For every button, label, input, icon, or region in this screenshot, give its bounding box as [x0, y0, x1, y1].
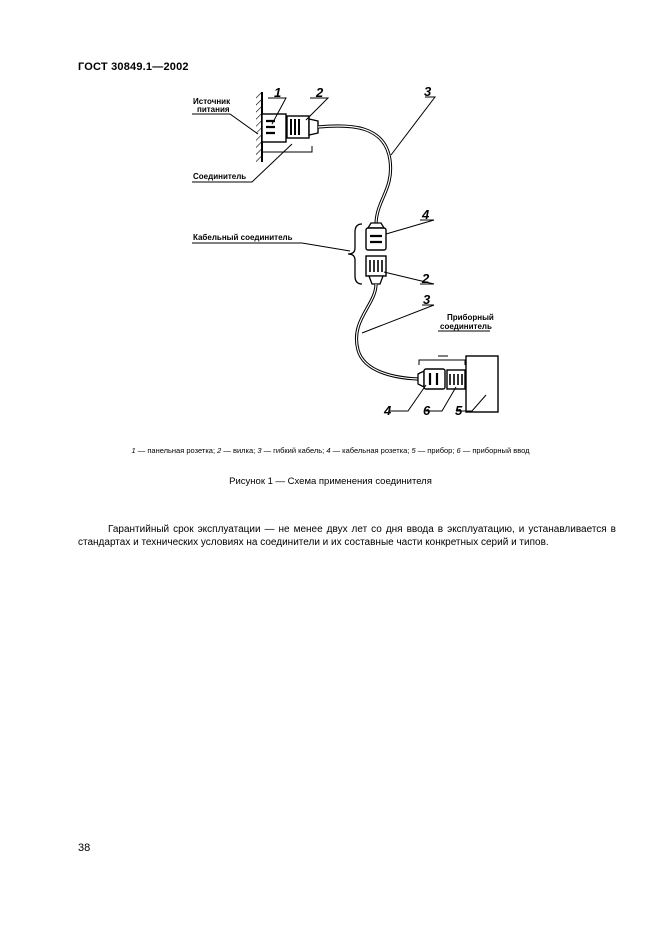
- body-paragraph: Гарантийный срок эксплуатации — не менее двух лет со дня ввода в эксплуатацию, и устанавливается в стандартах и технических условиях на соединители и их составные части конкретных серий и типов.: [78, 524, 616, 548]
- flexible-cable-top: [318, 126, 391, 225]
- label-cable-connector: Кабельный соединитель: [193, 233, 293, 242]
- page-number: 38: [78, 842, 91, 854]
- number-2-mid: 2: [422, 271, 430, 286]
- legend-item-3: 3 — гибкий кабель;: [257, 446, 327, 455]
- label-device-connector-1: Приборный: [447, 313, 494, 322]
- device-connector-bracket: [419, 360, 465, 365]
- label-device-connector-2: соединитель: [440, 322, 492, 331]
- figure-caption: Рисунок 1 — Схема применения соединителя: [229, 476, 432, 487]
- plug-top: [287, 116, 318, 138]
- panel-socket: [262, 114, 286, 142]
- number-5: 5: [455, 403, 463, 418]
- number-4-bottom: 4: [384, 403, 392, 418]
- legend-item-2: 2 — вилка;: [217, 446, 258, 455]
- label-power-source-2: питания: [197, 105, 230, 114]
- number-3-mid: 3: [423, 292, 431, 307]
- connector-application-diagram: [0, 0, 661, 430]
- document-header: ГОСТ 30849.1—2002: [78, 61, 189, 73]
- figure-legend: [0, 446, 661, 455]
- cable-socket-bottom: [418, 369, 445, 389]
- number-6: 6: [423, 403, 431, 418]
- number-4-mid: 4: [422, 207, 430, 222]
- cable-socket-mid: [366, 223, 386, 250]
- label-power-source-1: Источник: [193, 97, 231, 106]
- legend-item-5: 5 — прибор;: [411, 446, 457, 455]
- plug-mid: [366, 256, 386, 284]
- legend-item-4: 4 — кабельная розетка;: [326, 446, 412, 455]
- power-source-wall: [256, 92, 262, 162]
- legend-item-1: 1 — панельная розетка;: [131, 446, 218, 455]
- number-3-top: 3: [424, 84, 432, 99]
- appliance-inlet: [447, 370, 465, 389]
- number-2-top: 2: [316, 85, 324, 100]
- label-connector: Соединитель: [193, 172, 247, 181]
- leader-lines: [192, 97, 490, 411]
- appliance-box: [466, 356, 498, 412]
- legend-item-6: 6 — приборный ввод: [456, 446, 530, 455]
- number-1: 1: [274, 85, 282, 100]
- cable-connector-brace: [348, 224, 362, 284]
